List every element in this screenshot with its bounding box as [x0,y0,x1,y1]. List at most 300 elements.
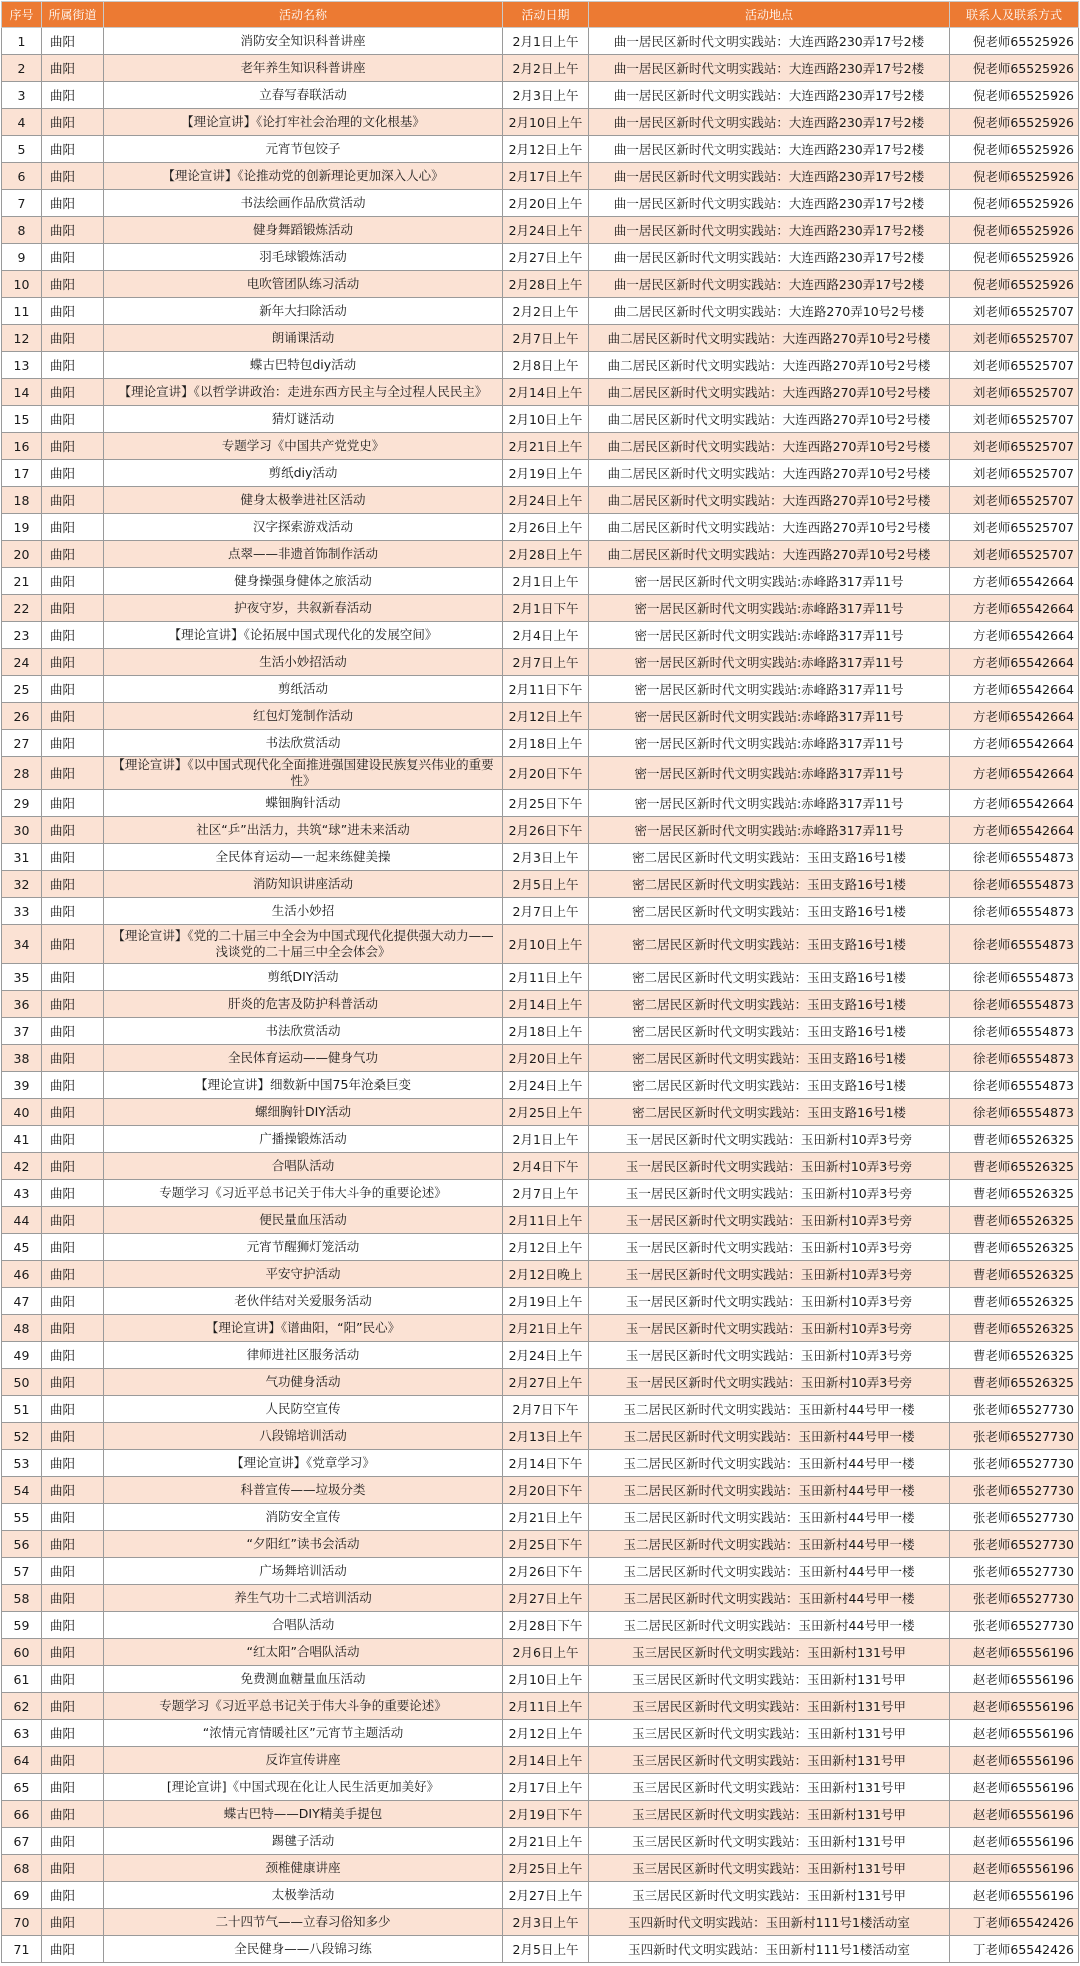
row-activity-date: 2月26日下午 [503,1558,589,1585]
row-contact: 曹老师65526325 [950,1153,1079,1180]
row-serial-number: 14 [2,379,42,406]
row-activity-location: 玉二居民区新时代文明实践站：玉田新村44号甲一楼 [589,1612,950,1639]
row-contact: 徐老师65554873 [950,1099,1079,1126]
table-row [2,730,1079,757]
row-activity-name: 【理论宣讲】《论拓展中国式现代化的发展空间》 [104,622,503,649]
table-row [2,676,1079,703]
row-activity-date: 2月27日上午 [503,1882,589,1909]
row-activity-date: 2月10日上午 [503,925,589,964]
row-activity-name: 人民防空宣传 [104,1396,503,1423]
row-contact: 曹老师65526325 [950,1342,1079,1369]
row-street: 曲阳 [42,1180,104,1207]
row-activity-date: 2月14日下午 [503,1450,589,1477]
table-row [2,514,1079,541]
table-row [2,136,1079,163]
row-activity-name: 【理论宣讲】《以哲学讲政治：走进东西方民主与全过程人民民主》 [104,379,503,406]
table-row [2,1612,1079,1639]
row-activity-date: 2月5日上午 [503,871,589,898]
row-street: 曲阳 [42,844,104,871]
row-street: 曲阳 [42,1369,104,1396]
row-activity-location: 玉一居民区新时代文明实践站：玉田新村10弄3号旁 [589,1234,950,1261]
row-activity-location: 曲二居民区新时代文明实践站：大连西路270弄10号2号楼 [589,433,950,460]
row-contact: 刘老师65525707 [950,487,1079,514]
row-contact: 张老师65527730 [950,1612,1079,1639]
table-row [2,1801,1079,1828]
row-activity-location: 玉一居民区新时代文明实践站：玉田新村10弄3号旁 [589,1342,950,1369]
row-activity-name: 广场舞培训活动 [104,1558,503,1585]
table-row [2,163,1079,190]
table-row [2,109,1079,136]
row-serial-number: 16 [2,433,42,460]
row-activity-name: “夕阳红”读书会活动 [104,1531,503,1558]
row-street: 曲阳 [42,82,104,109]
row-serial-number: 3 [2,82,42,109]
row-activity-name: 合唱队活动 [104,1153,503,1180]
row-street: 曲阳 [42,649,104,676]
header-activity-name: 活动名称 [104,2,503,28]
row-street: 曲阳 [42,1558,104,1585]
row-activity-location: 玉三居民区新时代文明实践站：玉田新村131号甲 [589,1720,950,1747]
table-row [2,622,1079,649]
row-activity-name: 全民体育运动—一起来练健美操 [104,844,503,871]
row-activity-location: 密二居民区新时代文明实践站：玉田支路16号1楼 [589,871,950,898]
row-contact: 张老师65527730 [950,1558,1079,1585]
row-contact: 徐老师65554873 [950,964,1079,991]
row-contact: 曹老师65526325 [950,1288,1079,1315]
row-activity-name: 生活小妙招 [104,898,503,925]
table-row [2,703,1079,730]
row-activity-date: 2月28日上午 [503,271,589,298]
row-activity-name: “浓情元宵情暖社区”元宵节主题活动 [104,1720,503,1747]
row-activity-location: 玉二居民区新时代文明实践站：玉田新村44号甲一楼 [589,1504,950,1531]
row-activity-name: 猜灯谜活动 [104,406,503,433]
row-activity-location: 密一居民区新时代文明实践站:赤峰路317弄11号 [589,676,950,703]
row-street: 曲阳 [42,325,104,352]
row-contact: 徐老师65554873 [950,871,1079,898]
row-contact: 赵老师65556196 [950,1828,1079,1855]
row-activity-date: 2月12日上午 [503,1720,589,1747]
row-serial-number: 68 [2,1855,42,1882]
row-activity-name: 消防安全宣传 [104,1504,503,1531]
row-activity-location: 玉一居民区新时代文明实践站：玉田新村10弄3号旁 [589,1369,950,1396]
row-serial-number: 36 [2,991,42,1018]
row-activity-date: 2月25日上午 [503,1855,589,1882]
row-activity-location: 曲二居民区新时代文明实践站：大连西路270弄10号2号楼 [589,514,950,541]
row-street: 曲阳 [42,1423,104,1450]
row-street: 曲阳 [42,1261,104,1288]
table-row [2,1396,1079,1423]
row-activity-name: 【理论宣讲】《论打牢社会治理的文化根基》 [104,109,503,136]
row-contact: 倪老师65525926 [950,136,1079,163]
row-activity-location: 密二居民区新时代文明实践站：玉田支路16号1楼 [589,844,950,871]
row-street: 曲阳 [42,1477,104,1504]
row-street: 曲阳 [42,1774,104,1801]
row-street: 曲阳 [42,898,104,925]
row-activity-location: 玉三居民区新时代文明实践站：玉田新村131号甲 [589,1828,950,1855]
row-street: 曲阳 [42,217,104,244]
row-serial-number: 4 [2,109,42,136]
row-street: 曲阳 [42,298,104,325]
table-row [2,1855,1079,1882]
row-activity-date: 2月10日上午 [503,1666,589,1693]
row-activity-date: 2月24日上午 [503,1342,589,1369]
row-activity-location: 玉二居民区新时代文明实践站：玉田新村44号甲一楼 [589,1531,950,1558]
row-serial-number: 33 [2,898,42,925]
header-serial-number: 序号 [2,2,42,28]
row-activity-name: 社区“乒”出活力，共筑“球”进未来活动 [104,817,503,844]
table-row [2,1018,1079,1045]
table-header-row [2,2,1079,28]
row-contact: 赵老师65556196 [950,1801,1079,1828]
row-serial-number: 52 [2,1423,42,1450]
table-row [2,964,1079,991]
row-serial-number: 50 [2,1369,42,1396]
row-activity-date: 2月12日晚上 [503,1261,589,1288]
row-serial-number: 6 [2,163,42,190]
row-activity-date: 2月21日上午 [503,1504,589,1531]
row-street: 曲阳 [42,991,104,1018]
row-activity-location: 密二居民区新时代文明实践站：玉田支路16号1楼 [589,898,950,925]
row-activity-date: 2月27日上午 [503,1369,589,1396]
row-activity-name: 反诈宣传讲座 [104,1747,503,1774]
row-activity-location: 曲一居民区新时代文明实践站：大连西路230弄17号2楼 [589,28,950,55]
row-street: 曲阳 [42,1801,104,1828]
row-street: 曲阳 [42,1018,104,1045]
row-contact: 徐老师65554873 [950,991,1079,1018]
row-serial-number: 20 [2,541,42,568]
row-activity-name: 【理论宣讲】细数新中国75年沧桑巨变 [104,1072,503,1099]
header-activity-date: 活动日期 [503,2,589,28]
row-activity-date: 2月7日下午 [503,1396,589,1423]
row-street: 曲阳 [42,514,104,541]
row-activity-name: 红包灯笼制作活动 [104,703,503,730]
row-activity-date: 2月21日上午 [503,433,589,460]
row-activity-date: 2月1日上午 [503,568,589,595]
table-row [2,244,1079,271]
table-row [2,82,1079,109]
table-row [2,1828,1079,1855]
row-activity-name: 汉字探索游戏活动 [104,514,503,541]
table-row [2,871,1079,898]
table-row [2,817,1079,844]
row-activity-date: 2月1日上午 [503,1126,589,1153]
row-activity-name: 点翠——非遗首饰制作活动 [104,541,503,568]
row-serial-number: 64 [2,1747,42,1774]
row-contact: 徐老师65554873 [950,898,1079,925]
table-row [2,595,1079,622]
row-street: 曲阳 [42,1234,104,1261]
row-activity-date: 2月14日上午 [503,379,589,406]
row-contact: 赵老师65556196 [950,1855,1079,1882]
row-serial-number: 24 [2,649,42,676]
row-serial-number: 37 [2,1018,42,1045]
row-serial-number: 19 [2,514,42,541]
row-street: 曲阳 [42,1450,104,1477]
row-activity-name: [理论宣讲]《中国式现在化让人民生活更加美好》 [104,1774,503,1801]
row-street: 曲阳 [42,406,104,433]
row-activity-name: 老伙伴结对关爱服务活动 [104,1288,503,1315]
row-activity-name: 消防知识讲座活动 [104,871,503,898]
row-activity-location: 曲一居民区新时代文明实践站：大连西路230弄17号2楼 [589,271,950,298]
row-activity-location: 曲二居民区新时代文明实践站：大连西路270弄10号2号楼 [589,487,950,514]
row-street: 曲阳 [42,871,104,898]
table-row [2,1666,1079,1693]
row-activity-date: 2月27日上午 [503,244,589,271]
row-serial-number: 34 [2,925,42,964]
row-activity-date: 2月3日上午 [503,82,589,109]
row-activity-location: 密二居民区新时代文明实践站：玉田支路16号1楼 [589,925,950,964]
row-activity-date: 2月17日上午 [503,163,589,190]
row-serial-number: 23 [2,622,42,649]
row-activity-location: 曲一居民区新时代文明实践站：大连西路230弄17号2楼 [589,163,950,190]
row-activity-date: 2月25日下午 [503,1531,589,1558]
table-row [2,217,1079,244]
row-serial-number: 26 [2,703,42,730]
row-activity-location: 密二居民区新时代文明实践站：玉田支路16号1楼 [589,1099,950,1126]
row-serial-number: 44 [2,1207,42,1234]
row-activity-date: 2月20日上午 [503,1045,589,1072]
table-row [2,325,1079,352]
row-serial-number: 46 [2,1261,42,1288]
table-row [2,1234,1079,1261]
row-contact: 徐老师65554873 [950,1072,1079,1099]
row-activity-date: 2月12日上午 [503,703,589,730]
row-activity-date: 2月4日下午 [503,1153,589,1180]
row-activity-location: 玉三居民区新时代文明实践站：玉田新村131号甲 [589,1855,950,1882]
row-activity-location: 曲二居民区新时代文明实践站：大连西路270弄10号2号楼 [589,406,950,433]
row-activity-location: 曲一居民区新时代文明实践站：大连西路230弄17号2楼 [589,190,950,217]
row-serial-number: 18 [2,487,42,514]
row-serial-number: 21 [2,568,42,595]
row-street: 曲阳 [42,1153,104,1180]
row-activity-name: 消防安全知识科普讲座 [104,28,503,55]
row-activity-date: 2月11日上午 [503,964,589,991]
row-activity-location: 玉三居民区新时代文明实践站：玉田新村131号甲 [589,1801,950,1828]
row-activity-location: 玉一居民区新时代文明实践站：玉田新村10弄3号旁 [589,1315,950,1342]
row-street: 曲阳 [42,271,104,298]
row-activity-location: 密二居民区新时代文明实践站：玉田支路16号1楼 [589,1072,950,1099]
row-activity-location: 密一居民区新时代文明实践站:赤峰路317弄11号 [589,757,950,790]
row-contact: 曹老师65526325 [950,1180,1079,1207]
row-serial-number: 8 [2,217,42,244]
row-activity-location: 玉二居民区新时代文明实践站：玉田新村44号甲一楼 [589,1423,950,1450]
row-contact: 方老师65542664 [950,568,1079,595]
row-activity-name: 踢毽子活动 [104,1828,503,1855]
row-contact: 方老师65542664 [950,790,1079,817]
row-serial-number: 69 [2,1882,42,1909]
row-serial-number: 25 [2,676,42,703]
table-row [2,190,1079,217]
row-activity-location: 曲二居民区新时代文明实践站：大连西路270弄10号2号楼 [589,325,950,352]
row-street: 曲阳 [42,568,104,595]
row-activity-date: 2月18日上午 [503,730,589,757]
row-street: 曲阳 [42,1531,104,1558]
row-street: 曲阳 [42,1693,104,1720]
table-row [2,568,1079,595]
row-contact: 张老师65527730 [950,1423,1079,1450]
row-activity-location: 密一居民区新时代文明实践站:赤峰路317弄11号 [589,595,950,622]
row-activity-name: 全民健身——八段锦习练 [104,1936,503,1963]
row-contact: 张老师65527730 [950,1477,1079,1504]
row-contact: 赵老师65556196 [950,1882,1079,1909]
table-row [2,1288,1079,1315]
row-street: 曲阳 [42,163,104,190]
row-contact: 倪老师65525926 [950,217,1079,244]
row-contact: 徐老师65554873 [950,1045,1079,1072]
row-street: 曲阳 [42,1504,104,1531]
row-serial-number: 1 [2,28,42,55]
row-activity-name: 太极拳活动 [104,1882,503,1909]
row-street: 曲阳 [42,622,104,649]
table-row [2,1531,1079,1558]
table-row [2,1180,1079,1207]
row-contact: 倪老师65525926 [950,109,1079,136]
row-activity-name: 【理论宣讲】《论推动党的创新理论更加深入人心》 [104,163,503,190]
row-serial-number: 57 [2,1558,42,1585]
row-activity-name: 蝶古巴特包diy活动 [104,352,503,379]
row-street: 曲阳 [42,1126,104,1153]
row-street: 曲阳 [42,1855,104,1882]
row-serial-number: 10 [2,271,42,298]
table-row [2,460,1079,487]
table-row [2,925,1079,964]
row-activity-location: 密一居民区新时代文明实践站:赤峰路317弄11号 [589,622,950,649]
row-activity-date: 2月6日上午 [503,1639,589,1666]
row-street: 曲阳 [42,541,104,568]
row-activity-date: 2月10日上午 [503,406,589,433]
row-activity-date: 2月8日上午 [503,352,589,379]
row-street: 曲阳 [42,109,104,136]
row-activity-location: 玉二居民区新时代文明实践站：玉田新村44号甲一楼 [589,1477,950,1504]
row-activity-location: 曲二居民区新时代文明实践站：大连西路270弄10号2号楼 [589,541,950,568]
row-street: 曲阳 [42,1396,104,1423]
row-activity-name: 元宵节醒狮灯笼活动 [104,1234,503,1261]
row-activity-name: 书法欣赏活动 [104,730,503,757]
row-serial-number: 40 [2,1099,42,1126]
row-street: 曲阳 [42,1585,104,1612]
row-contact: 倪老师65525926 [950,163,1079,190]
row-serial-number: 2 [2,55,42,82]
table-row [2,1342,1079,1369]
row-activity-location: 玉二居民区新时代文明实践站：玉田新村44号甲一楼 [589,1450,950,1477]
row-contact: 曹老师65526325 [950,1261,1079,1288]
row-street: 曲阳 [42,28,104,55]
header-contact: 联系人及联系方式 [950,2,1079,28]
row-activity-name: 剪纸DIY活动 [104,964,503,991]
row-activity-date: 2月7日上午 [503,325,589,352]
row-activity-name: 新年大扫除活动 [104,298,503,325]
row-activity-location: 曲一居民区新时代文明实践站：大连西路230弄17号2楼 [589,244,950,271]
table-row [2,1477,1079,1504]
row-street: 曲阳 [42,1936,104,1963]
row-activity-date: 2月13日上午 [503,1423,589,1450]
row-contact: 倪老师65525926 [950,82,1079,109]
row-activity-location: 玉一居民区新时代文明实践站：玉田新村10弄3号旁 [589,1207,950,1234]
row-serial-number: 38 [2,1045,42,1072]
row-serial-number: 49 [2,1342,42,1369]
row-serial-number: 45 [2,1234,42,1261]
row-activity-name: 气功健身活动 [104,1369,503,1396]
row-activity-location: 曲二居民区新时代文明实践站：大连路270弄10号2号楼 [589,298,950,325]
row-street: 曲阳 [42,703,104,730]
row-street: 曲阳 [42,1747,104,1774]
row-activity-location: 密一居民区新时代文明实践站:赤峰路317弄11号 [589,703,950,730]
header-activity-location: 活动地点 [589,2,950,28]
table-row [2,1882,1079,1909]
row-serial-number: 54 [2,1477,42,1504]
row-activity-name: 专题学习《习近平总书记关于伟大斗争的重要论述》 [104,1180,503,1207]
row-serial-number: 61 [2,1666,42,1693]
table-row [2,844,1079,871]
table-row [2,1585,1079,1612]
row-contact: 徐老师65554873 [950,925,1079,964]
row-contact: 徐老师65554873 [950,844,1079,871]
row-street: 曲阳 [42,1666,104,1693]
row-activity-name: 老年养生知识科普讲座 [104,55,503,82]
row-street: 曲阳 [42,487,104,514]
row-contact: 曹老师65526325 [950,1315,1079,1342]
row-contact: 刘老师65525707 [950,379,1079,406]
row-activity-name: 颈椎健康讲座 [104,1855,503,1882]
row-activity-location: 玉三居民区新时代文明实践站：玉田新村131号甲 [589,1747,950,1774]
row-activity-location: 曲二居民区新时代文明实践站：大连西路270弄10号2号楼 [589,460,950,487]
row-activity-date: 2月17日上午 [503,1774,589,1801]
row-serial-number: 53 [2,1450,42,1477]
row-contact: 张老师65527730 [950,1585,1079,1612]
row-contact: 张老师65527730 [950,1531,1079,1558]
row-activity-name: 广播操锻炼活动 [104,1126,503,1153]
row-activity-location: 玉二居民区新时代文明实践站：玉田新村44号甲一楼 [589,1558,950,1585]
row-contact: 刘老师65525707 [950,352,1079,379]
table-row [2,1153,1079,1180]
row-activity-name: 合唱队活动 [104,1612,503,1639]
table-row [2,757,1079,790]
row-contact: 刘老师65525707 [950,514,1079,541]
row-activity-date: 2月24日上午 [503,487,589,514]
row-activity-location: 曲二居民区新时代文明实践站：大连西路270弄10号2号楼 [589,379,950,406]
row-serial-number: 30 [2,817,42,844]
row-street: 曲阳 [42,964,104,991]
row-street: 曲阳 [42,136,104,163]
row-activity-name: 免费测血糖量血压活动 [104,1666,503,1693]
row-contact: 倪老师65525926 [950,190,1079,217]
row-activity-name: 健身太极拳进社区活动 [104,487,503,514]
row-activity-date: 2月3日上午 [503,1909,589,1936]
row-activity-location: 密一居民区新时代文明实践站:赤峰路317弄11号 [589,817,950,844]
table-row [2,1450,1079,1477]
row-activity-location: 密一居民区新时代文明实践站:赤峰路317弄11号 [589,790,950,817]
table-row [2,1072,1079,1099]
row-contact: 方老师65542664 [950,757,1079,790]
row-serial-number: 56 [2,1531,42,1558]
table-row [2,1747,1079,1774]
table-row [2,541,1079,568]
row-activity-date: 2月14日上午 [503,991,589,1018]
row-activity-location: 玉一居民区新时代文明实践站：玉田新村10弄3号旁 [589,1180,950,1207]
row-activity-location: 曲一居民区新时代文明实践站：大连西路230弄17号2楼 [589,136,950,163]
row-activity-date: 2月7日上午 [503,1180,589,1207]
row-activity-date: 2月27日上午 [503,1585,589,1612]
row-contact: 方老师65542664 [950,649,1079,676]
row-activity-name: 朗诵课活动 [104,325,503,352]
row-activity-date: 2月20日下午 [503,1477,589,1504]
row-activity-name: 科普宣传——垃圾分类 [104,1477,503,1504]
row-street: 曲阳 [42,379,104,406]
row-activity-location: 曲一居民区新时代文明实践站：大连西路230弄17号2楼 [589,109,950,136]
row-activity-date: 2月7日上午 [503,898,589,925]
row-serial-number: 13 [2,352,42,379]
table-row [2,1909,1079,1936]
